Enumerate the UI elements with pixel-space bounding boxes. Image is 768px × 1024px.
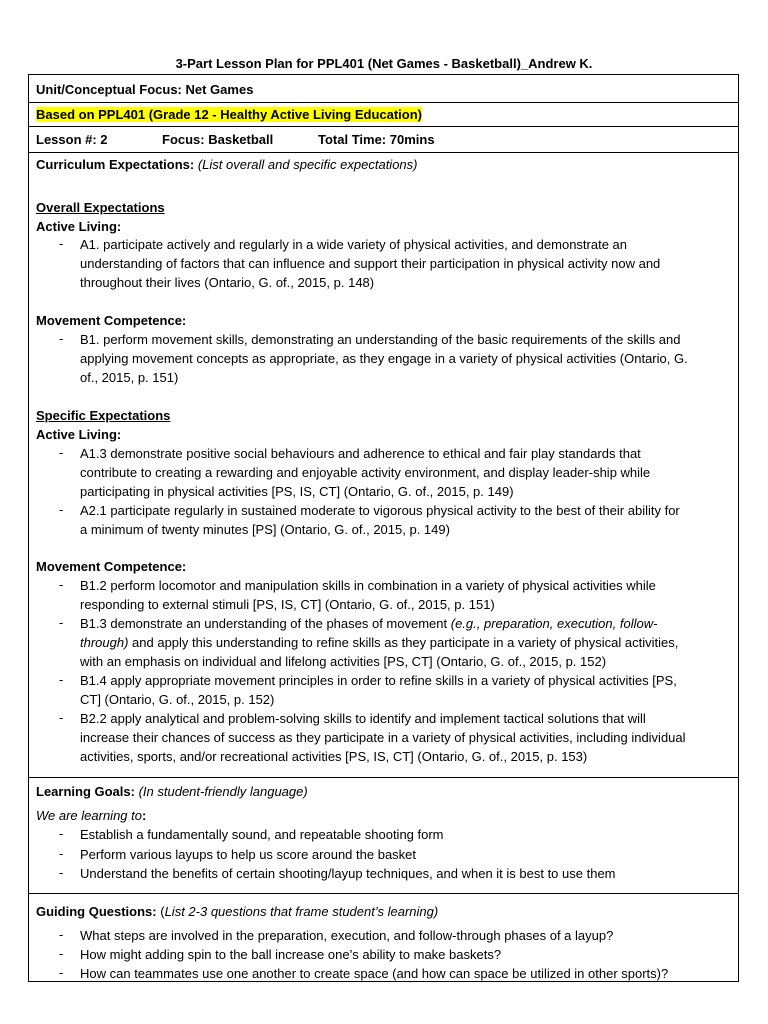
based-on-row (36, 106, 422, 123)
divider (29, 893, 738, 894)
based-on-highlight: Based on PPL401 (Grade 12 - Healthy Active Living Education) (36, 107, 423, 122)
movement-competence-label: Movement Competence: (36, 313, 187, 328)
active-living-label: Active Living: (36, 219, 122, 234)
lesson-number: Lesson #: 2 (36, 132, 108, 147)
divider (29, 152, 738, 153)
bullet: - (59, 236, 64, 251)
expectation-b12-line: B1.2 perform locomotor and manipulation skills in combination in a variety of physical activities while (80, 578, 656, 593)
total-time: Total Time: 70mins (318, 132, 435, 147)
expectation-b1-line: of., 2015, p. 151) (80, 370, 179, 385)
bullet: - (59, 710, 64, 725)
expectation-b12-line: responding to external stimuli [PS, IS, CT] (Ontario, G. of., 2015, p. 151) (80, 597, 495, 612)
document-title: 3-Part Lesson Plan for PPL401 (Net Games - Basketball)_Andrew K. (175, 56, 593, 71)
expectation-b14-line: B1.4 apply appropriate movement principles in order to refine skills in a variety of physical activities [PS, (80, 673, 677, 688)
expectation-b1-line: B1. perform movement skills, demonstrating an understanding of the basic requirements of the skills and (80, 332, 681, 347)
expectation-b22-line: B2.2 apply analytical and problem-solving skills to identify and implement tactical solutions that will (80, 711, 646, 726)
expectation-a13-line: participating in physical activities [PS, IS, CT] (Ontario, G. of., 2015, p. 149) (80, 484, 514, 499)
divider (29, 777, 738, 778)
expectation-b13-line: through) and apply this understanding to refine skills as they participate in a variety of physical activities, (80, 635, 679, 650)
expectation-b22-line: activities, sports, and/or recreational activities [PS, IS, CT] (Ontario, G. of., 2015, p. 153) (80, 749, 588, 764)
expectation-b13-line: B1.3 demonstrate an understanding of the phases of movement (e.g., preparation, execution, follow- (80, 616, 658, 631)
bullet: - (59, 615, 64, 630)
guiding-question-item: What steps are involved in the preparation, execution, and follow-through phases of a layup? (80, 928, 614, 943)
expectation-a21-line: A2.1 participate regularly in sustained moderate to vigorous physical activity to the best of their ability for (80, 503, 680, 518)
bullet: - (59, 846, 64, 861)
expectation-b14-line: CT] (Ontario, G. of., 2015, p. 152) (80, 692, 275, 707)
expectation-a13-line: A1.3 demonstrate positive social behaviours and adherence to ethical and fair play standards that (80, 446, 641, 461)
guiding-questions-heading: Guiding Questions: (List 2-3 questions that frame student’s learning) (36, 904, 439, 919)
learning-goals-heading: Learning Goals: (In student-friendly language) (36, 784, 308, 799)
expectation-a1-line: throughout their lives (Ontario, G. of., 2015, p. 148) (80, 275, 375, 290)
divider (29, 126, 738, 127)
expectation-a1-line: understanding of factors that can influence and support their participation in physical activity now and (80, 256, 661, 271)
learning-goal-item: Understand the benefits of certain shooting/layup techniques, and when it is best to use them (80, 866, 616, 881)
learning-goal-item: Establish a fundamentally sound, and repeatable shooting form (80, 827, 444, 842)
bullet: - (59, 502, 64, 517)
curriculum-heading: Curriculum Expectations: (List overall and specific expectations) (36, 157, 418, 172)
bullet: - (59, 445, 64, 460)
active-living-label: Active Living: (36, 427, 122, 442)
bullet: - (59, 672, 64, 687)
expectation-b1-line: applying movement concepts as appropriate, as they engage in a variety of physical activities (Ontario, G. (80, 351, 688, 366)
guiding-question-item: How can teammates use one another to create space (and how can space be utilized in other sports)? (80, 966, 669, 981)
expectation-a1-line: A1. participate actively and regularly in a wide variety of physical activities, and demonstrate an (80, 237, 628, 252)
expectation-b22-line: increase their chances of success as they participate in a variety of physical activities, including individual (80, 730, 686, 745)
bullet: - (59, 946, 64, 961)
expectation-a13-line: contribute to creating a rewarding and enjoyable activity environment, and display leader-ship while (80, 465, 651, 480)
bullet: - (59, 331, 64, 346)
lesson-focus: Focus: Basketball (162, 132, 274, 147)
guiding-question-item: How might adding spin to the ball increase one’s ability to make baskets? (80, 947, 502, 962)
unit-focus: Unit/Conceptual Focus: Net Games (36, 82, 254, 97)
bullet: - (59, 927, 64, 942)
learning-goal-item: Perform various layups to help us score around the basket (80, 847, 417, 862)
expectation-a21-line: a minimum of twenty minutes [PS] (Ontario, G. of., 2015, p. 149) (80, 522, 450, 537)
movement-competence-label: Movement Competence: (36, 559, 187, 574)
lesson-info-row (36, 131, 435, 148)
divider (29, 102, 738, 103)
learning-goals-intro: We are learning to: (36, 808, 147, 823)
bullet: - (59, 577, 64, 592)
bullet: - (59, 865, 64, 880)
bullet: - (59, 826, 64, 841)
expectation-b13-line: with an emphasis on individual and lifelong activities [PS, CT] (Ontario, G. of., 2015, p. 152) (80, 654, 607, 669)
specific-expectations-heading: Specific Expectations (36, 408, 171, 423)
bullet: - (59, 965, 64, 980)
lesson-plan-table (28, 74, 739, 982)
overall-expectations-heading: Overall Expectations (36, 200, 165, 215)
